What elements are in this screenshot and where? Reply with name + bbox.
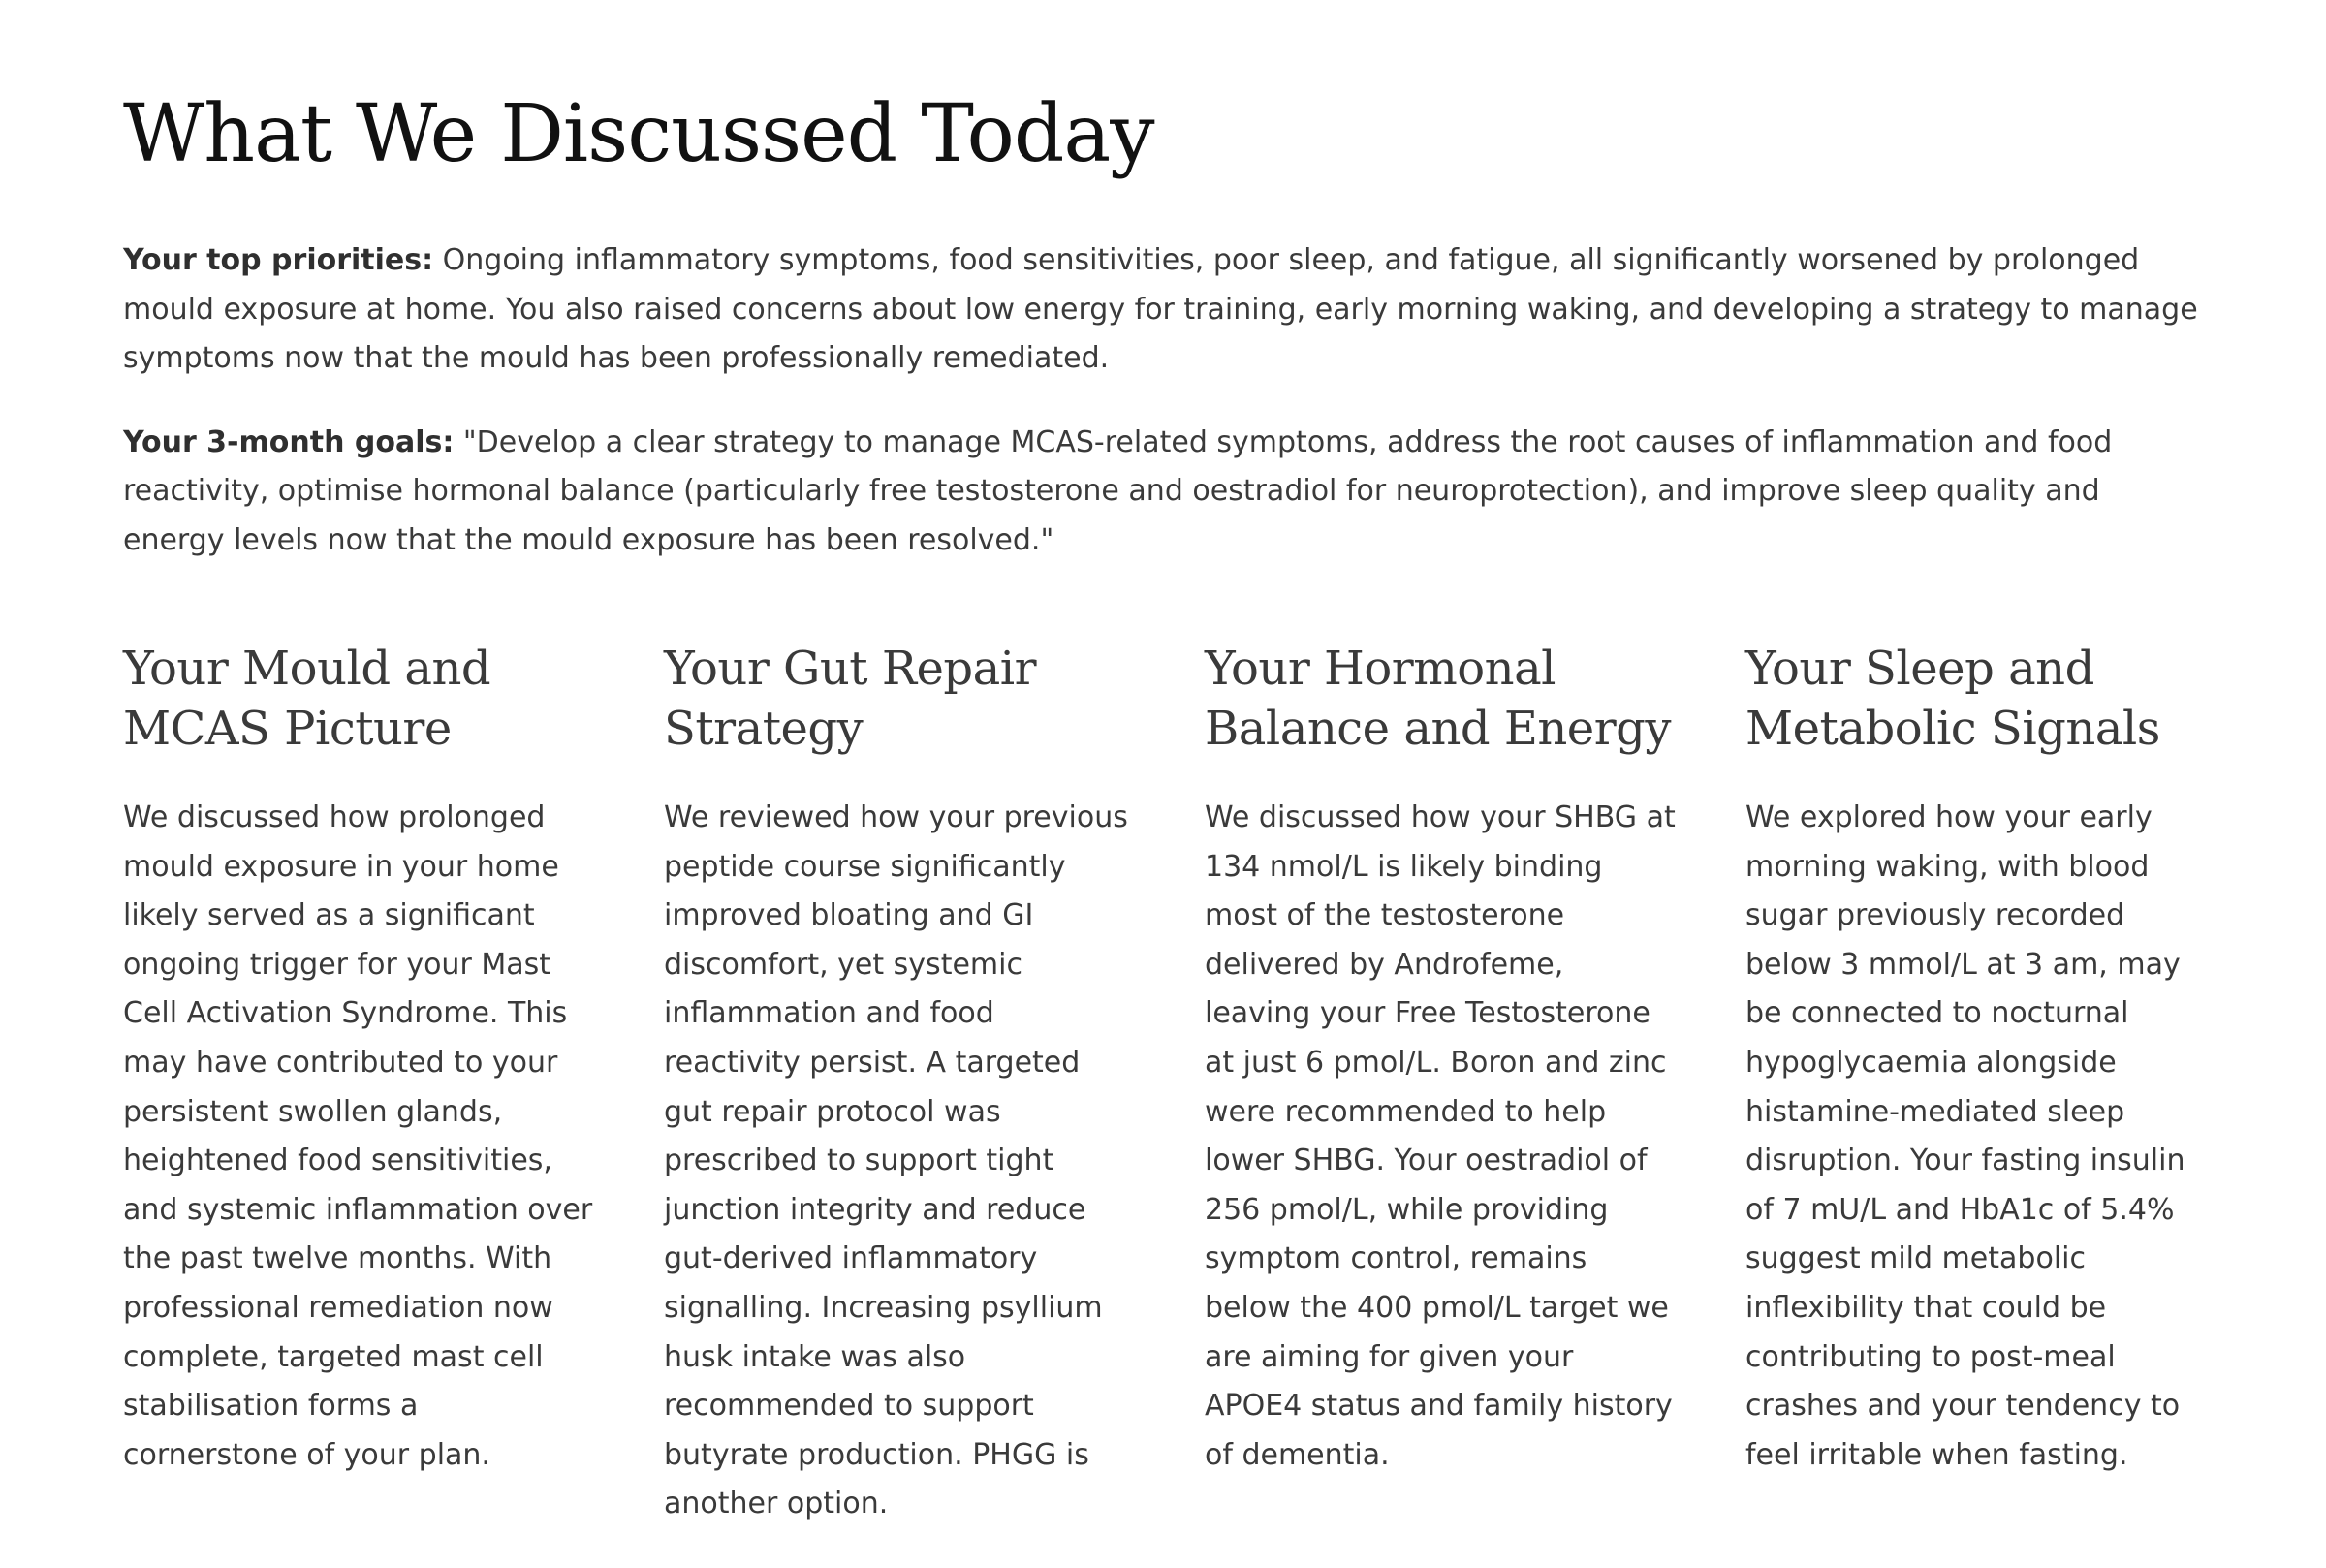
page-title: What We Discussed Today — [123, 88, 1154, 180]
goals-paragraph — [123, 419, 2207, 566]
priorities-paragraph — [123, 236, 2207, 384]
section-title: Your Sleep and Metabolic Signals — [1745, 642, 2160, 756]
section-body: We explored how your early morning waking, with blood sugar previously recorded below 3 mmol/L at 3 am, may be connected to nocturnal hypoglycaemia alongside histamine-mediated sleep disruption. Your fasting insulin of 7 mU/L and HbA1c of 5.4% suggest mild metabolic inflexibility that could be contributing to post-meal crashes and your tendency to feel irritable when fasting. — [1745, 800, 2185, 1472]
section-title: Your Gut Repair Strategy — [664, 642, 1037, 756]
section-hormonal-balance — [1205, 639, 1676, 1529]
section-body: We reviewed how your previous peptide course significantly improved bloating and GI discomfort, yet systemic inflammation and food reactivity persist. A targeted gut repair protocol was prescribed to support tight junction integrity and reduce gut-derived inflammatory signalling. Increasing psyllium husk intake was also recommended to support butyrate production. PHGG is another option. — [664, 800, 1128, 1521]
goals-label: Your 3-month goals: — [123, 424, 455, 459]
section-title: Your Hormonal Balance and Energy — [1205, 642, 1671, 756]
section-sleep-metabolic — [1745, 639, 2216, 1529]
priorities-text: Ongoing inflammatory symptoms, food sensitivities, poor sleep, and fatigue, all significantly worsened by prolonged mould exposure at home. You also raised concerns about low energy for training, early morning waking, and developing a strategy to manage symptoms now that the mould has been professionally remediated. — [123, 243, 2198, 375]
section-gut-repair — [664, 639, 1135, 1529]
section-mould-mcas — [123, 639, 594, 1529]
section-body: We discussed how prolonged mould exposure in your home likely served as a significant ongoing trigger for your Mast Cell Activation Syndrome. This may have contributed to your persistent swollen glands, heightened food sensitivities, and systemic inflammation over the past twelve months. With professional remediation now complete, targeted mast cell stabilisation forms a cornerstone of your plan. — [123, 800, 593, 1472]
consultation-summary — [123, 0, 2216, 1529]
section-body: We discussed how your SHBG at 134 nmol/L is likely binding most of the testosterone delivered by Androfeme, leaving your Free Testosterone at just 6 pmol/L. Boron and zinc were recommended to help lower SHBG. Your oestradiol of 256 pmol/L, while providing symptom control, remains below the 400 pmol/L target we are aiming for given your APOE4 status and family history of dementia. — [1205, 800, 1676, 1472]
goals-text: "Develop a clear strategy to manage MCAS-related symptoms, address the root causes of inflammation and food reactivity, optimise hormonal balance (particularly free testosterone and oestradiol for neuroprotection), and improve sleep quality and energy levels now that the mould exposure has been resolved." — [123, 424, 2113, 557]
priorities-label: Your top priorities: — [123, 243, 434, 277]
section-title: Your Mould and MCAS Picture — [123, 642, 491, 756]
summary-sections — [123, 639, 2216, 1529]
